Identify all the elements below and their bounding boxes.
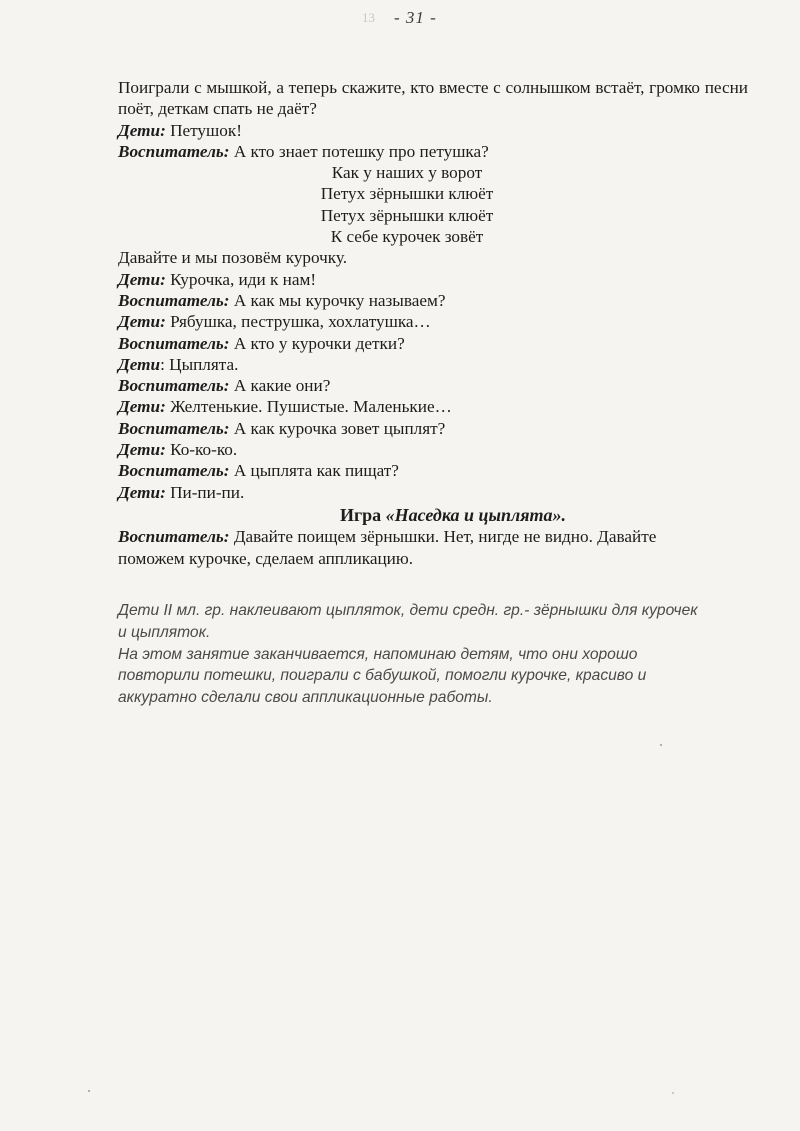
dialogue-line bbox=[118, 269, 748, 290]
speaker-label: Дети: bbox=[118, 440, 166, 460]
speaker-label: Воспитатель: bbox=[118, 527, 230, 547]
notes-line: Дети II мл. гр. наклеивают цыпляток, дети средн. гр.- зёрнышки для курочек bbox=[118, 602, 698, 619]
dialogue-line bbox=[118, 290, 748, 311]
poem-line: Петух зёрнышки клюёт bbox=[320, 205, 494, 225]
dialogue-text: А какие они? bbox=[229, 376, 331, 396]
dialogue-line bbox=[118, 141, 748, 162]
speaker-label: Воспитатель: bbox=[118, 333, 230, 353]
dialogue-line bbox=[118, 311, 748, 332]
closing-text: Давайте поищем зёрнышки. Нет, нигде не видно. Давайте bbox=[229, 527, 657, 547]
speaker-label: Дети: bbox=[118, 482, 166, 502]
dialogue-text: Ко-ко-ко. bbox=[165, 440, 238, 460]
dialogue-text: Курочка, иди к нам! bbox=[165, 269, 317, 289]
dialogue-text: Петушок! bbox=[165, 120, 242, 140]
intro-paragraph: Поиграли с мышкой, а теперь скажите, кто вместе с солнышком встаёт, громко песни поёт, деткам спать не даёт? bbox=[118, 78, 748, 119]
speaker-label: Дети: bbox=[118, 312, 166, 332]
speaker-label: Дети: bbox=[118, 120, 166, 140]
dialogue-text: : Цыплята. bbox=[160, 354, 239, 374]
speaker-label: Воспитатель: bbox=[118, 141, 230, 161]
dialogue-line bbox=[118, 418, 748, 439]
notes-line: и цыпляток. bbox=[118, 623, 211, 641]
teacher-notes bbox=[118, 600, 753, 709]
poem-line: К себе курочек зовёт bbox=[330, 227, 484, 247]
dialogue-line bbox=[118, 375, 748, 396]
document-body bbox=[118, 77, 748, 569]
dialogue-text: Рябушка, пеструшка, хохлатушка… bbox=[165, 312, 431, 332]
speaker-label: Воспитатель: bbox=[118, 461, 230, 481]
dialogue-line bbox=[118, 354, 748, 375]
faint-page-mark: 13 bbox=[362, 10, 375, 25]
poem-line: Как у наших у ворот bbox=[331, 163, 483, 183]
dialogue-text: Пи-пи-пи. bbox=[165, 482, 245, 502]
poem-line: Петух зёрнышки клюёт bbox=[320, 184, 494, 204]
speaker-label: Дети: bbox=[118, 397, 166, 417]
paper-speck bbox=[660, 744, 662, 746]
game-heading bbox=[118, 505, 748, 526]
page-number: - 31 - bbox=[394, 8, 437, 27]
speaker-label: Воспитатель: bbox=[118, 376, 230, 396]
dialogue-line bbox=[118, 396, 748, 417]
dialogue-text: Желтенькие. Пушистые. Маленькие… bbox=[165, 397, 452, 417]
dialogue-line bbox=[118, 439, 748, 460]
closing-line bbox=[118, 526, 748, 547]
notes-line: На этом занятие заканчивается, напоминаю детям, что они хорошо bbox=[118, 645, 638, 663]
dialogue-line bbox=[118, 460, 748, 481]
game-heading-title: «Наседка и цыплята». bbox=[385, 504, 567, 525]
dialogue-line bbox=[118, 333, 748, 354]
dialogue-text: А как курочка зовет цыплят? bbox=[229, 418, 446, 438]
game-heading-prefix: Игра bbox=[339, 504, 386, 525]
poem-block bbox=[118, 162, 748, 247]
notes-line: аккуратно сделали свои аппликационные работы. bbox=[118, 689, 493, 707]
speaker-label: Дети bbox=[118, 354, 161, 374]
dialogue-text: А кто у курочки детки? bbox=[229, 333, 405, 353]
paper-speck bbox=[88, 1090, 90, 1092]
notes-line: повторили потешки, поиграли с бабушкой, помогли курочке, красиво и bbox=[118, 667, 647, 685]
paper-speck bbox=[672, 1092, 674, 1094]
dialogue-line bbox=[118, 120, 748, 141]
dialogue-text: А цыплята как пищат? bbox=[229, 461, 399, 481]
closing-line-continued: поможем курочке, сделаем аппликацию. bbox=[118, 548, 414, 568]
dialogue-text: А как мы курочку называем? bbox=[229, 290, 446, 310]
speaker-label: Дети: bbox=[118, 269, 166, 289]
speaker-label: Воспитатель: bbox=[118, 290, 230, 310]
dialogue-line bbox=[118, 482, 748, 503]
dialogue-text: А кто знает потешку про петушка? bbox=[229, 141, 489, 161]
after-poem-line: Давайте и мы позовём курочку. bbox=[118, 248, 348, 268]
speaker-label: Воспитатель: bbox=[118, 418, 230, 438]
